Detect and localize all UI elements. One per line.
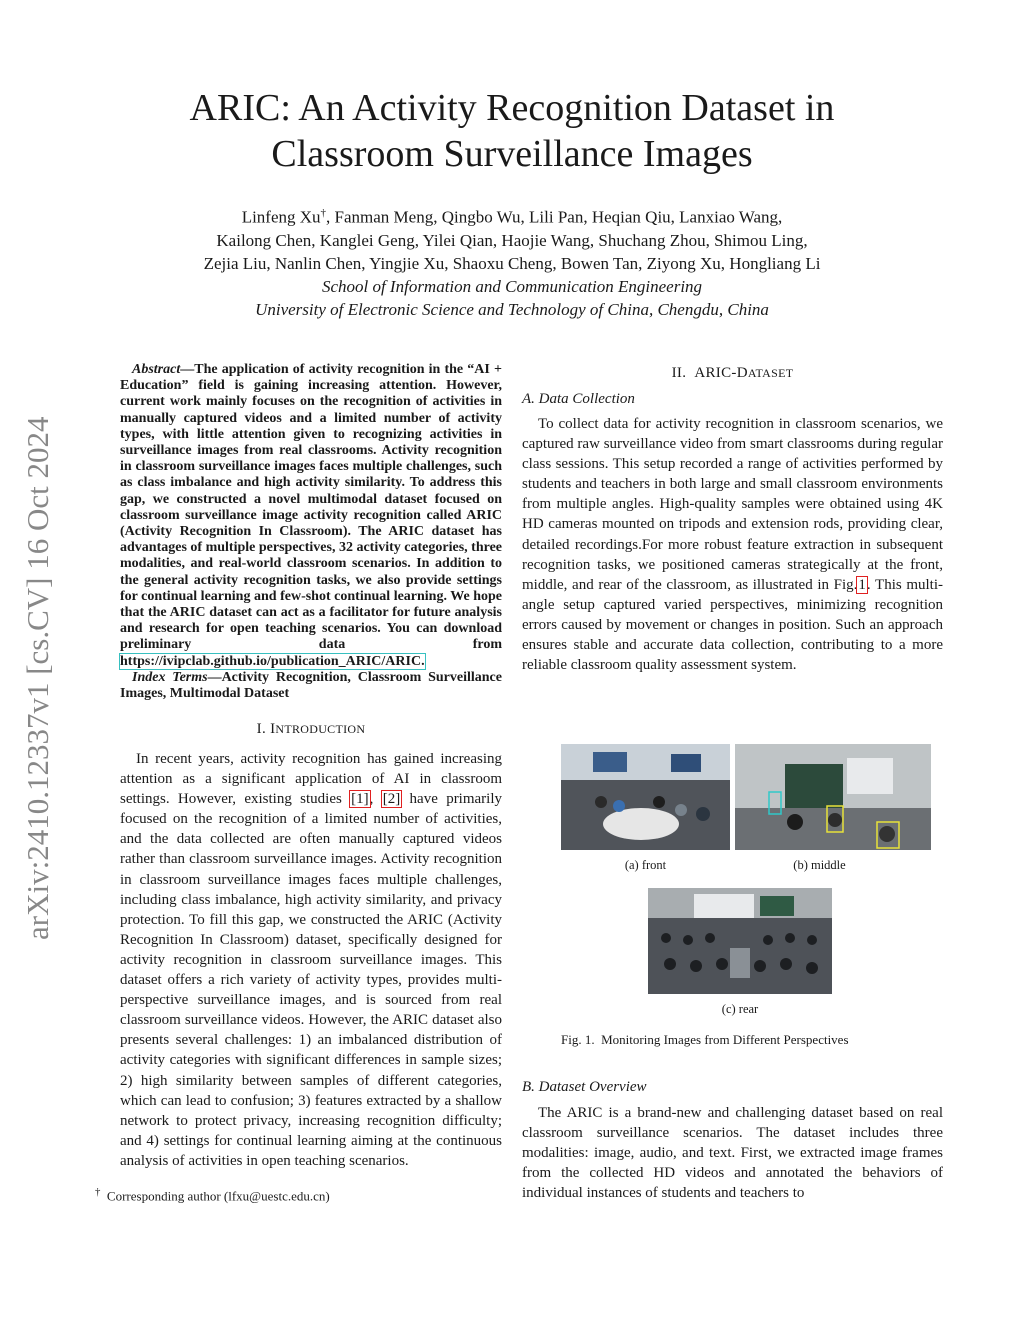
figure-image-front: [561, 744, 730, 850]
title-line-1: ARIC: An Activity Recognition Dataset in: [189, 87, 835, 129]
authors-line-2: Kailong Chen, Kanglei Geng, Yilei Qian, Haojie Wang, Shuchang Zhou, Shimou Ling,: [216, 230, 808, 250]
figure-image-rear: [648, 888, 832, 994]
intro-paragraph: [120, 749, 502, 1171]
figure-image-middle: [735, 744, 931, 850]
abstract-label: Abstract: [132, 362, 181, 377]
citation-2[interactable]: [2]: [382, 791, 401, 808]
footnote-dagger: †: [95, 1186, 101, 1198]
index-terms: [120, 670, 502, 702]
citation-1[interactable]: [1]: [351, 791, 369, 808]
figure-caption: [561, 1032, 943, 1048]
section-heading-dataset: [522, 365, 943, 382]
figure-label: Fig. 1.: [561, 1032, 595, 1047]
figure-title: Monitoring Images from Different Perspectives: [601, 1032, 849, 1047]
paper-title: [0, 85, 1024, 177]
authors-line-1-rest: , Fanman Meng, Qingbo Wu, Lili Pan, Heqian Qiu, Lanxiao Wang,: [326, 207, 783, 227]
data-collection-text-b: . This multi-angle setup captured varied perspectives, minimizing recognition errors caused by movement or changes in position. Such an approach ensures stable and accurate data collection, contributing to a more reliable classroom quality assessment system.: [522, 576, 944, 674]
intro-text-b: have primarily focused on the recognition of a limited number of activities, and the data collected are often manually captured videos rather than classroom surveillance images. Activity recognition in classroom surveillance images faces multiple challenges, including class imbalance, high activity similarity, and privacy protection. To fill this gap, we constructed the ARIC (Activity Recognition In Classroom) dataset, specifically designed for activity recognition in classroom surveillance images. This dataset offers a rich variety of activity types, provides multi-perspective surveillance images, and is sourced from real classroom surveillance videos. However, the ARIC dataset also presents several challenges: 1) an imbalanced distribution of activity categories with significant differences in sample sizes; 2) high similarity between samples of different categories, which can lead to confusion; 3) features extracted by a shallow network to protect privacy, increasing recognition difficulty; and 4) settings for continual learning aiming at the continuous analysis of activities in open teaching scenarios.: [120, 791, 503, 1169]
caption-c: (c) rear: [721, 1002, 759, 1016]
front-photo-icon: [561, 744, 730, 850]
figure-ref-1[interactable]: 1: [858, 576, 866, 593]
caption-a: (a) front: [624, 858, 667, 872]
author-block: [0, 202, 1024, 321]
abstract: [120, 362, 502, 702]
affiliation-2: University of Electronic Science and Technology of China, Chengdu, China: [255, 299, 769, 319]
data-collection-text-a: To collect data for activity recognition in classroom scenarios, we captured raw surveillance video from smart classrooms during regular class sessions. This setup recorded a range of activities performed by students and teachers in both large and small classroom environments from multiple angles. High-quality samples were obtained using 4K HD cameras mounted on tripods and extension rods, providing clear, detailed recordings.For more robust feature extraction in subsequent recognition tasks, we positioned cameras strategically at the front, middle, and rear of the classroom, as illustrated in Fig.: [522, 416, 943, 593]
dataset-heading-a: ARIC-D: [694, 365, 748, 381]
authors-line-1: [0, 202, 1024, 229]
intro-heading-num: I.: [256, 721, 267, 737]
section-heading-intro: [120, 721, 502, 738]
dataset-heading-b: ATASET: [747, 366, 794, 380]
dataset-link[interactable]: https://ivipclab.github.io/publication_ARIC/ARIC.: [120, 653, 425, 669]
dataset-overview-paragraph: The ARIC is a brand-new and challenging dataset based on real classroom surveillance scenarios. The dataset includes three modalities: image, audio, and text. First, we extracted image frames from the collected HD videos and annotated the behaviors of individual instances of students and teachers to: [522, 1105, 943, 1202]
author-first: Linfeng Xu: [241, 207, 321, 227]
dataset-heading-num: II.: [671, 365, 687, 381]
title-line-2: Classroom Surveillance Images: [271, 133, 753, 175]
middle-photo-icon: [735, 744, 931, 850]
footnote: [95, 1186, 330, 1204]
subsection-heading-data-collection: A. Data Collection: [522, 391, 635, 407]
data-collection-paragraph: [522, 414, 943, 675]
index-terms-label: Index Terms: [132, 669, 208, 685]
affiliation-1: School of Information and Communication Engineering: [321, 276, 703, 296]
intro-heading-first: I: [270, 721, 276, 737]
abstract-text: —The application of activity recognition in the “AI + Education” field is gaining increasing attention. However, current work mainly focuses on the recognition of activities in manually captured videos and a limited number of activity types, with little attention given to recognizing activities in surveillance images from real classrooms. Activity recognition in classroom surveillance images faces multiple challenges, such as class imbalance and high activity similarity. To address this gap, we constructed a novel multimodal dataset focused on classroom surveillance image activity recognition called ARIC (Activity Recognition In Classroom). The ARIC dataset has advantages of multiple perspectives, 32 activity categories, three modalities, and real-world classroom scenarios. In addition to the general activity recognition tasks, we also provide settings for continual learning and few-shot continual learning. We hope that the ARIC dataset can act as a facilitator for future analysis and research for open teaching scenarios. You can download preliminary data from: [120, 362, 502, 653]
intro-text-sep: ,: [369, 791, 382, 808]
authors-line-3: Zejia Liu, Nanlin Chen, Yingjie Xu, Shaoxu Cheng, Bowen Tan, Ziyong Xu, Hongliang Li: [203, 253, 821, 273]
corresponding-dagger: †: [320, 207, 327, 219]
footnote-text: Corresponding author (lfxu@uestc.edu.cn): [106, 1188, 330, 1204]
index-terms-text: —Activity Recognition, Classroom Surveillance Images, Multimodal Dataset: [120, 669, 502, 702]
caption-b: (b) middle: [793, 858, 846, 872]
subsection-heading-dataset-overview: B. Dataset Overview: [522, 1079, 647, 1095]
intro-text-a: In recent years, activity recognition has gained increasing attention as a significant application of AI in classroom settings. However, existing studies: [120, 751, 502, 808]
rear-photo-icon: [648, 888, 832, 994]
arxiv-stamp: arXiv:2410.12337v1 [cs.CV] 16 Oct 2024: [20, 416, 55, 940]
intro-heading-rest: NTRODUCTION: [275, 722, 366, 736]
